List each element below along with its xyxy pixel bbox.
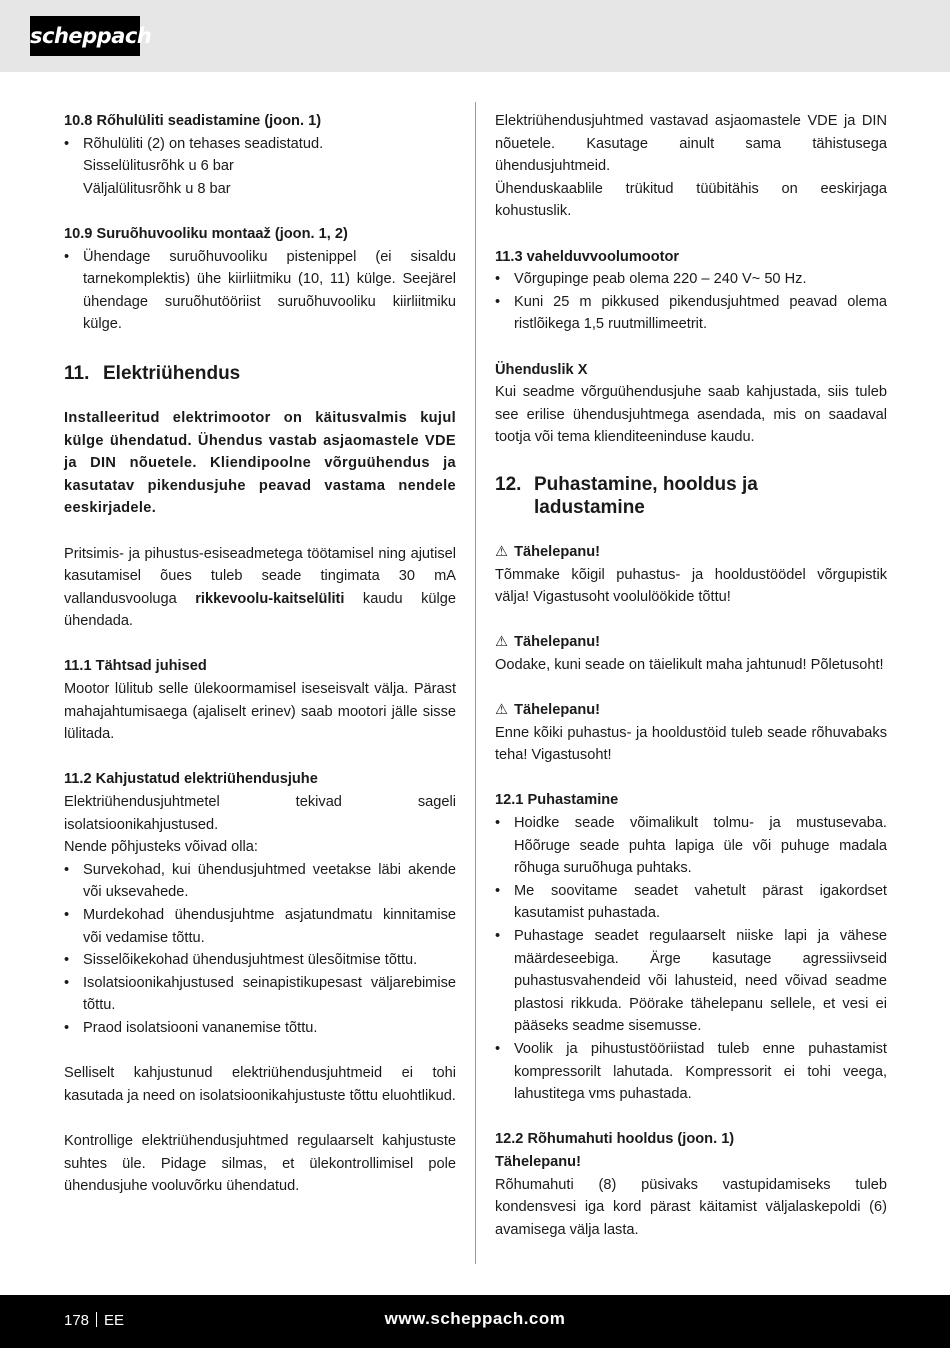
- section-title: Elektriühendus: [103, 362, 241, 384]
- warning-3-text: Enne kõiki puhastus- ja hooldustöid tuleb seade rõhuvabaks teha! Vigastusoht!: [495, 724, 887, 764]
- list-item: • Puhastage seadet regulaarselt niiske lapi ja vähese määrdeseebiga. Ärge kasutage agressiivseid puhastusvahendeid või lahusteid, need võivad seadme plastosi rikkuda. Pöörake tähelepanu sellele, et vesi ei pääseks seadme sisemusse.: [495, 925, 887, 1038]
- rcd-paragraph: Pritsimis- ja pihustus-esiseadmetega töötamisel ning ajutisel kasutamisel õues tuleb seade tingimata 30 mA vallandusvooluga rikkevoolu-kaitselüliti kaudu külge ühendada.: [64, 545, 456, 630]
- warning-icon: ⚠: [495, 543, 509, 560]
- list-item: • Rõhulüliti (2) on tehases seadistatud.: [64, 133, 456, 156]
- section-12-2-warning: Tähelepanu!: [495, 1153, 581, 1170]
- section-title-line-2: ladustamine: [534, 496, 645, 518]
- section-12-2-text: Rõhumahuti (8) püsivaks vastupidamiseks tuleb kondensvesi iga kord pärast käitamist väljalaskepoldi (6) avamisega välja lasta.: [495, 1176, 887, 1238]
- list-item: • Ühendage suruõhuvooliku pistenippel (ei sisaldu tarnekomplektis) ühe kiirliitmiku (10, 11) külge. Seejärel ühendage suruõhutööriist suruõhuvooliku kiirliitmiku külge.: [64, 246, 456, 336]
- cut-out-pressure: Väljalülitusrõhk u 8 bar: [83, 180, 231, 197]
- section-10-8-list: [64, 133, 456, 156]
- section-12-heading: [495, 473, 887, 519]
- list-item: • Voolik ja pihustustööriistad tuleb enne puhastamist kompressorilt lahutada. Kompressorit ei tohi veega, lahustitega vms puhastada.: [495, 1038, 887, 1106]
- section-10-9-heading: 10.9 Suruõhuvooliku montaaž (joon. 1, 2): [64, 225, 348, 242]
- section-11-1-text: Mootor lülitub selle ülekoormamisel iseseisvalt välja. Pärast mahajahtumisaega (ajaliselt erinev) saab mootori jälle sisse lülitada.: [64, 681, 456, 743]
- cleaning-list: [495, 812, 887, 1106]
- left-column: [64, 110, 456, 1198]
- connection-x-text: Kui seadme võrguühendusjuhe saab kahjustada, siis tuleb see erilise ühendusjuhtmega asendada, mis on saadaval tootja või tema klienditeeninduse kaudu.: [495, 384, 887, 446]
- section-10-9-list: [64, 246, 456, 336]
- list-item: • Praod isolatsiooni vananemise tõttu.: [64, 1017, 456, 1040]
- list-item: • Võrgupinge peab olema 220 – 240 V~ 50 Hz.: [495, 268, 887, 291]
- cable-intro: Elektriühendusjuhtmed vastavad asjaomastele VDE ja DIN nõuetele. Kasutage ainult sama tähistusega ühendusjuhtmeid.: [495, 113, 887, 175]
- list-item: • Hoidke seade võimalikult tolmu- ja mustusevaba. Hõõruge seade puhta lapiga üle või puhuge madala rõhuga suruõhuga puhtaks.: [495, 812, 887, 880]
- cut-in-pressure: Sisselülitusrõhk u 6 bar: [83, 158, 234, 175]
- list-item: • Murdekohad ühendusjuhtme asjatundmatu kinnitamise või vedamise tõttu.: [64, 904, 456, 949]
- cable-intro-2: Ühenduskaablile trükitud tüübitähis on eeskirjaga kohustuslik.: [495, 180, 887, 220]
- warning-icon: ⚠: [495, 634, 509, 651]
- section-title-line-1: Puhastamine, hooldus ja: [534, 473, 758, 495]
- section-11-2-text2: Nende põhjusteks võivad olla:: [64, 839, 258, 856]
- warning-2-text: Oodake, kuni seade on täielikult maha jahtunud! Põletusoht!: [495, 656, 884, 673]
- language-code: EE: [104, 1312, 125, 1329]
- list-item: • Sisselõikekohad ühendusjuhtmest ülesõitmise tõttu.: [64, 949, 456, 972]
- header-bar: [0, 0, 950, 72]
- section-11-2-text: Elektriühendusjuhtmetel tekivad sageli isolatsioonikahjustused.: [64, 794, 456, 833]
- warning-2-heading: ⚠ Tähelepanu!: [495, 631, 887, 654]
- list-item: • Kuni 25 m pikkused pikendusjuhtmed peavad olema ristlõikega 1,5 ruutmillimeetrit.: [495, 291, 887, 336]
- section-12-2-heading: 12.2 Rõhumahuti hooldus (joon. 1): [495, 1131, 735, 1148]
- damaged-cable-warning: Selliselt kahjustunud elektriühendusjuhtmeid ei tohi kasutada ja need on isolatsioonikahjustuste tõttu eluohtlikud.: [64, 1065, 456, 1104]
- section-11-3-heading: 11.3 vahelduvvoolumootor: [495, 248, 680, 265]
- list-item: • Survekohad, kui ühendusjuhtmed veetakse läbi akende või uksevahede.: [64, 859, 456, 904]
- footer-bar: [0, 1295, 950, 1348]
- website-link[interactable]: www.scheppach.com: [384, 1309, 566, 1328]
- section-number: 11.: [64, 362, 90, 384]
- section-11-heading: [64, 362, 456, 385]
- warning-3-heading: ⚠ Tähelepanu!: [495, 699, 887, 722]
- warning-icon: ⚠: [495, 702, 509, 719]
- section-number: 12.: [495, 473, 522, 495]
- section-11-1-heading: 11.1 Tähtsad juhised: [64, 658, 207, 675]
- section-10-8-heading: 10.8 Rőhulüliti seadistamine (joon. 1): [64, 113, 322, 129]
- section-11-intro: Installeeritud elektrimootor on käitusvalmis kujul külge ühendatud. Ühendus vastab asjaomastele VDE ja DIN nõuetele. Kliendipoolne võrguühendus ja kasutatav pikendusjuhe peavad vastama nendele eeskirjadele.: [64, 409, 456, 517]
- warning-1-text: Tõmmake kõigil puhastus- ja hooldustöödel võrgupistik välja! Vigastusoht voolulöökide tõttu!: [495, 566, 887, 606]
- list-item: • Isolatsioonikahjustused seinapistikupesast väljarebimise tõttu.: [64, 972, 456, 1017]
- column-divider: [475, 102, 476, 1264]
- damage-causes-list: [64, 859, 456, 1040]
- connection-x-heading: Ühenduslik X: [495, 361, 588, 378]
- rcd-term: rikkevoolu-kaitselüliti: [195, 590, 345, 607]
- scheppach-logo: scheppach: [30, 16, 140, 56]
- section-12-1-heading: 12.1 Puhastamine: [495, 792, 619, 809]
- page-number: 178: [64, 1312, 90, 1329]
- ac-motor-list: [495, 268, 887, 336]
- warning-1-heading: ⚠ Tähelepanu!: [495, 541, 887, 564]
- inspection-paragraph: Kontrollige elektriühendusjuhtmed regulaarselt kahjustuste suhtes üle. Pidage silmas, et ülekontrollimisel pole ühendusjuhe vooluvõrku ühendatud.: [64, 1132, 456, 1195]
- list-item: • Me soovitame seadet vahetult pärast igakordset kasutamist puhastada.: [495, 880, 887, 925]
- section-11-2-heading: 11.2 Kahjustatud elektriühendusjuhe: [64, 771, 318, 788]
- right-column: [495, 110, 887, 1241]
